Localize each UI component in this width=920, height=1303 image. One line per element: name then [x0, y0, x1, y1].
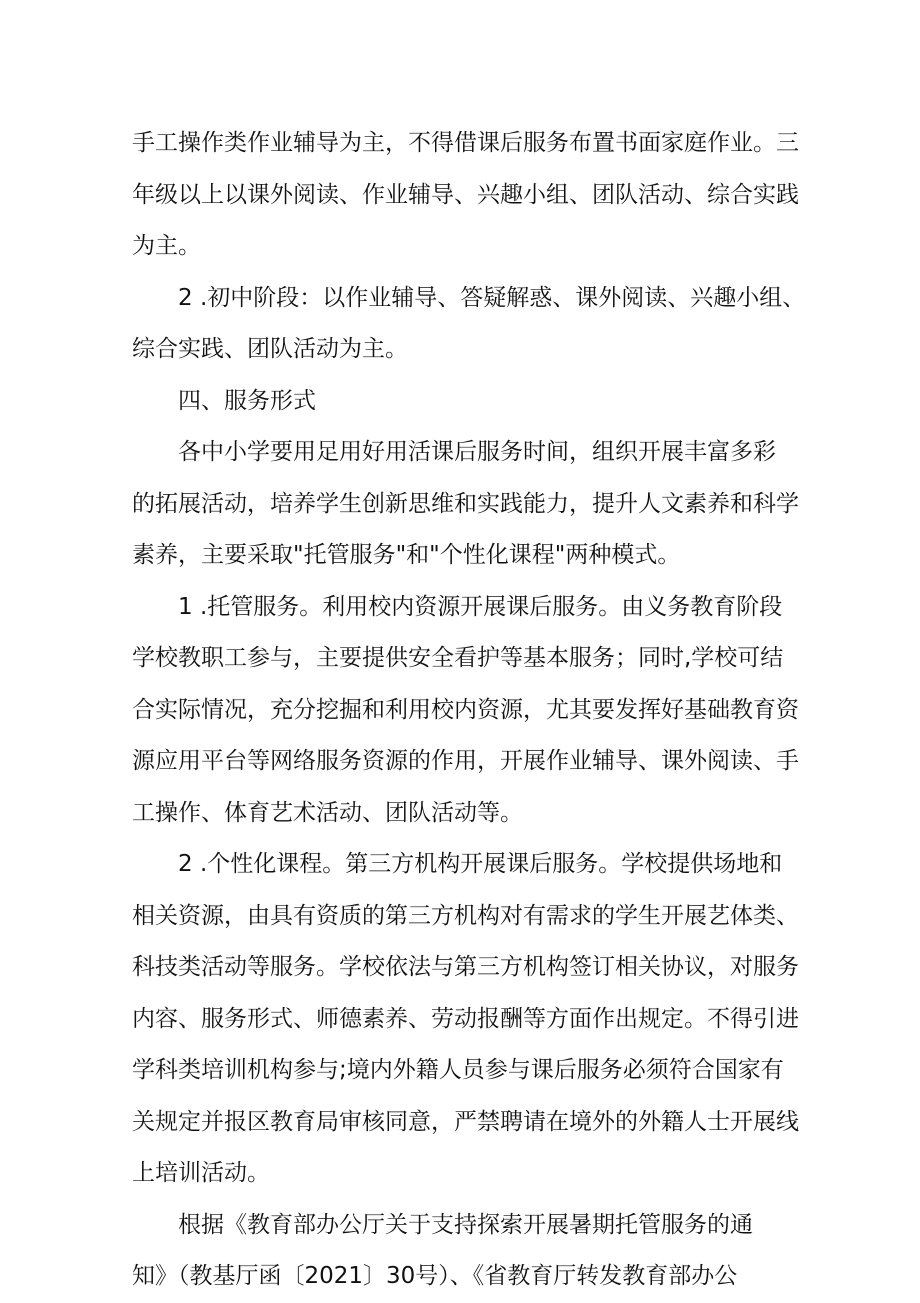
- text-line: 科技类活动等服务。学校依法与第三方机构签订相关协议，对服务: [132, 954, 799, 980]
- text-line: 知》（教基厅函〔2021〕30号）、《省教育厅转发教育部办公: [132, 1263, 738, 1289]
- text-line: 上培训活动。: [132, 1160, 270, 1186]
- text-line: 2 .初中阶段：以作业辅导、答疑解惑、课外阅读、兴趣小组、: [178, 284, 806, 311]
- text-line: 学科类培训机构参与;境内外籍人员参与课后服务必须符合国家有: [132, 1057, 784, 1083]
- text-line: 根据《教育部办公厅关于支持探索开展暑期托管服务的通: [178, 1211, 753, 1238]
- text-line: 素养，主要采取"托管服务"和"个性化课程"两种模式。: [132, 542, 681, 568]
- text-line: 各中小学要用足用好用活课后服务时间，组织开展丰富多彩: [178, 439, 776, 465]
- text-line: 源应用平台等网络服务资源的作用，开展作业辅导、课外阅读、手: [132, 748, 799, 774]
- text-line: 1 .托管服务。利用校内资源开展课后服务。由义务教育阶段: [178, 593, 783, 620]
- section-heading-service-form: [132, 376, 812, 428]
- document-body: [132, 118, 812, 1303]
- text-line: 综合实践、团队活动为主。: [132, 336, 408, 362]
- text-line: 的拓展活动，培养学生创新思维和实践能力，提升人文素养和科学: [132, 490, 799, 517]
- text-line: 手工操作类作业辅导为主，不得借课后服务布置书面家庭作业。三: [132, 130, 799, 156]
- paragraph-policy-reference: [132, 1200, 812, 1303]
- paragraph-service-modes: [132, 427, 812, 582]
- text-line: 学校教职工参与，主要提供安全看护等基本服务；同时,学校可结: [132, 645, 784, 671]
- paragraph-junior-high: [132, 273, 812, 376]
- text-line: 关规定并报区教育局审核同意，严禁聘请在境外的外籍人士开展线: [132, 1108, 799, 1135]
- text-line: 年级以上以课外阅读、作业辅导、兴趣小组、团队活动、综合实践: [132, 181, 799, 208]
- text-line: 2 .个性化课程。第三方机构开展课后服务。学校提供场地和: [178, 851, 783, 877]
- text-line: 工操作、体育艺术活动、团队活动等。: [132, 799, 523, 826]
- text-line: 合实际情况，充分挖掘和利用校内资源，尤其要发挥好基础教育资: [132, 696, 799, 723]
- text-line: 相关资源，由具有资质的第三方机构对有需求的学生开展艺体类、: [132, 902, 799, 929]
- section-heading: 四、服务形式: [178, 387, 316, 414]
- paragraph-personalized-course: [132, 839, 812, 1200]
- paragraph-custody-service: [132, 582, 812, 840]
- paragraph-homework-guidance: [132, 118, 812, 273]
- text-line: 内容、服务形式、师德素养、劳动报酬等方面作出规定。不得引进: [132, 1005, 799, 1032]
- text-line: 为主。: [132, 233, 201, 259]
